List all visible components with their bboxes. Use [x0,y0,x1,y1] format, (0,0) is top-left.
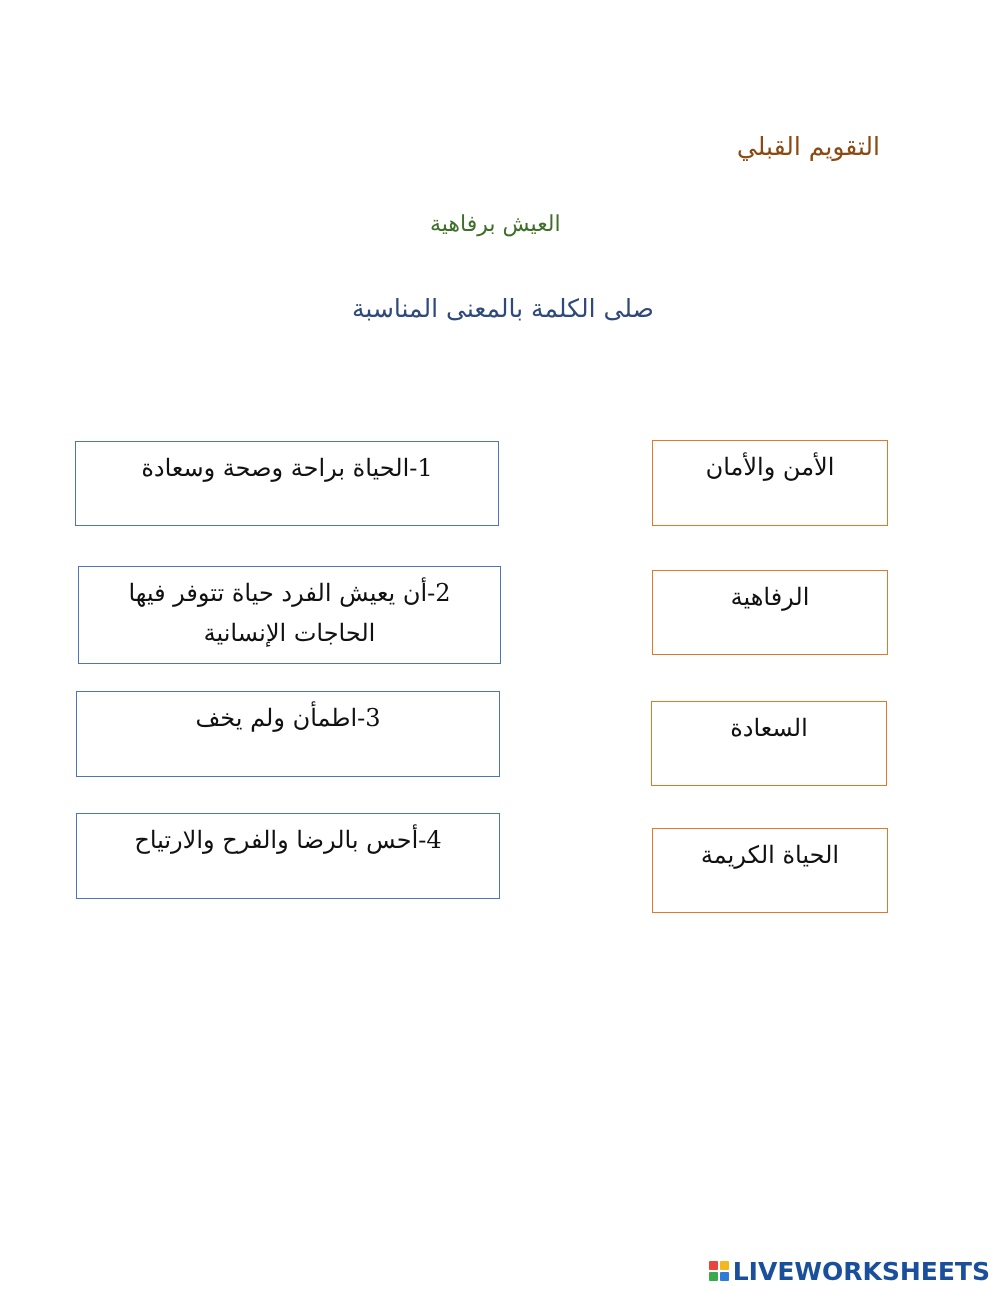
definition-text: 4-أحس بالرضا والفرح والارتياح [134,826,442,854]
word-box-4[interactable] [652,828,888,913]
definition-box-1[interactable] [75,441,499,526]
word-box-3[interactable] [651,701,887,786]
word-text: الرفاهية [730,583,810,611]
exercise-instruction: صلى الكلمة بالمعنى المناسبة [352,294,654,323]
word-text: الحياة الكريمة [700,841,840,869]
logo-square-red [709,1261,718,1270]
liveworksheets-mark-icon [709,1261,729,1281]
word-box-2[interactable] [652,570,888,655]
page-title: التقويم القبلي [736,132,880,161]
word-text: الأمن والأمان [705,453,835,481]
logo-square-green [709,1272,718,1281]
definition-box-4[interactable] [76,813,500,899]
definition-box-3[interactable] [76,691,500,777]
lesson-subtitle: العيش برفاهية [430,212,561,237]
definition-text: 3-اطمأن ولم يخف [195,704,381,732]
logo-square-yellow [720,1261,729,1270]
definition-box-2[interactable] [78,566,501,664]
word-box-1[interactable] [652,440,888,526]
logo-square-blue [720,1272,729,1281]
definition-text: 2-أن يعيش الفرد حياة تتوفر فيها الحاجات الإنسانية [128,579,451,647]
liveworksheets-logo[interactable] [709,1254,990,1288]
word-text: السعادة [730,714,808,742]
liveworksheets-brand-text: LIVEWORKSHEETS [732,1256,990,1286]
definition-text: 1-الحياة براحة وصحة وسعادة [141,454,433,482]
